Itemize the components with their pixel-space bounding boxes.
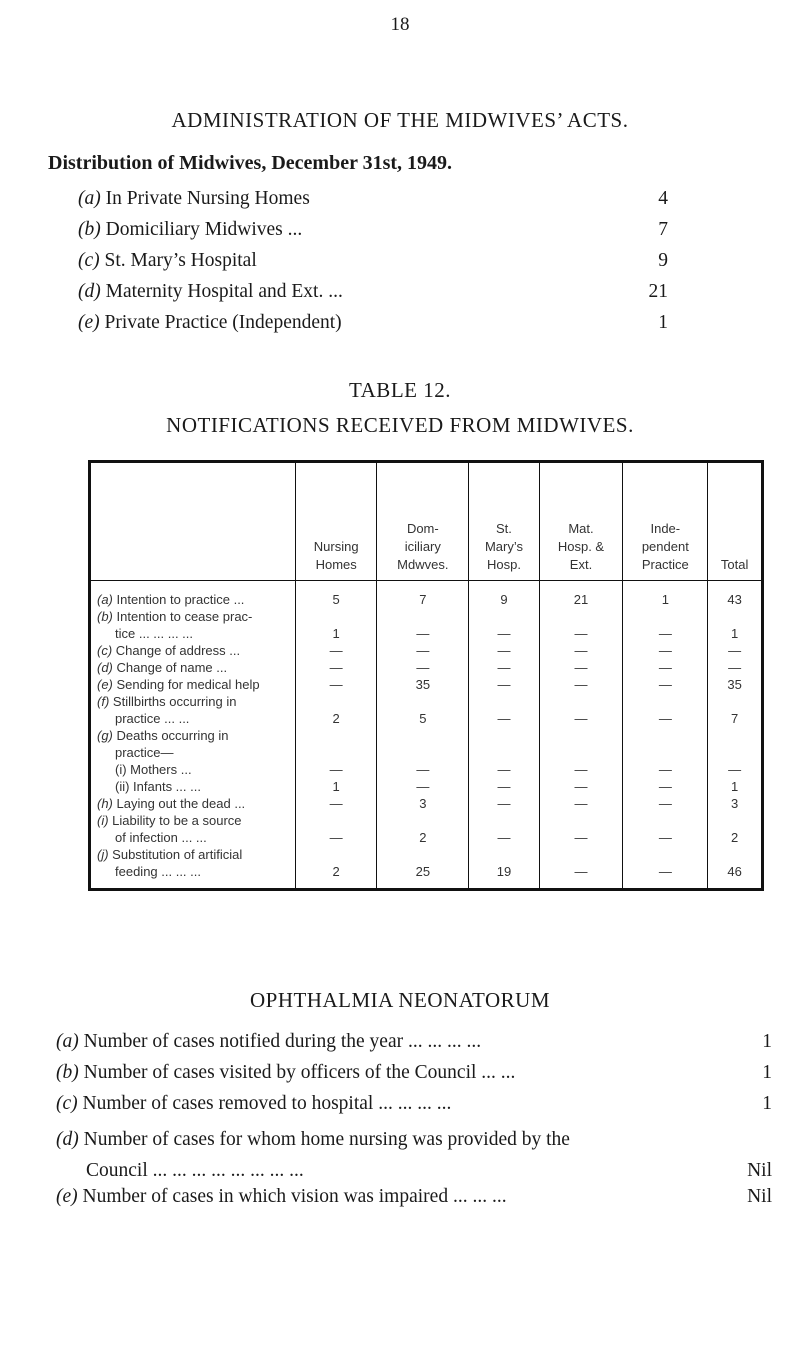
ophthalmia-item-value: 1: [762, 1031, 772, 1052]
ophthalmia-item-multiline: [56, 1124, 772, 1186]
item-marker: (b): [78, 219, 101, 240]
table-cell: —: [623, 761, 708, 778]
table-cell: —: [469, 608, 539, 642]
table-cell: —: [469, 761, 539, 778]
table-cell: —: [296, 761, 377, 778]
table-cell: 7: [708, 693, 763, 727]
table-cell: —: [539, 795, 623, 812]
table-cell: —: [623, 795, 708, 812]
item-marker: (d): [78, 281, 101, 302]
table-column-header: Inde- pendent Practice: [623, 462, 708, 581]
table-cell: 2: [708, 812, 763, 846]
table-row-label: (h) Laying out the dead ...: [97, 796, 246, 811]
table-cell: —: [296, 795, 377, 812]
table-row-label: (d) Change of name ...: [97, 660, 228, 675]
table-cell: 2: [377, 812, 469, 846]
item-marker: (e): [56, 1186, 78, 1207]
table-cell: —: [377, 659, 469, 676]
table-cell: —: [539, 608, 623, 642]
table-column-header: St. Mary’s Hosp.: [469, 462, 539, 581]
table-row: [90, 608, 763, 642]
item-marker: (g): [97, 728, 113, 743]
table-cell: 43: [708, 581, 763, 609]
distribution-item-value: 1: [658, 312, 668, 333]
ophthalmia-item: [56, 1186, 772, 1217]
distribution-item-label: (a) In Private Nursing Homes: [78, 188, 310, 209]
item-marker: (f): [97, 694, 110, 709]
table-title: NOTIFICATIONS RECEIVED FROM MIDWIVES.: [166, 413, 634, 437]
table-cell: —: [623, 608, 708, 642]
item-marker: (c): [97, 643, 113, 658]
notifications-table-wrap: [88, 460, 764, 879]
item-marker: (d): [56, 1129, 79, 1150]
table-cell: —: [296, 812, 377, 846]
table-cell: —: [539, 642, 623, 659]
table-cell: —: [623, 846, 708, 890]
table-row-label: (j) Substitution of artificial feeding ... ... ...: [97, 847, 243, 879]
distribution-item-label: (d) Maternity Hospital and Ext. ...: [78, 281, 343, 302]
ophthalmia-item-value: 1: [762, 1062, 772, 1083]
table-row-label: (a) Intention to practice ...: [97, 592, 245, 607]
table-row-label: (ii) Infants ... ...: [115, 779, 201, 794]
table-cell: 21: [539, 581, 623, 609]
table-cell: 5: [377, 693, 469, 727]
table-row: [90, 659, 763, 676]
table-cell: 46: [708, 846, 763, 890]
table-cell: —: [539, 812, 623, 846]
ophthalmia-item-line1: (d) Number of cases for whom home nursing was provided by the: [56, 1129, 570, 1150]
item-marker: (c): [56, 1093, 78, 1114]
table-row: [90, 693, 763, 727]
table-column-header: Nursing Homes: [296, 462, 377, 581]
table-cell: —: [623, 642, 708, 659]
table-row: [90, 778, 763, 795]
item-marker: (b): [97, 609, 113, 624]
table-cell: —: [539, 846, 623, 890]
ophthalmia-item: [56, 1093, 772, 1124]
table-row-label: (c) Change of address ...: [97, 643, 241, 658]
distribution-list: [78, 188, 668, 343]
distribution-item-value: 21: [648, 281, 668, 302]
page-number: 18: [390, 14, 410, 35]
table-cell: 1: [296, 778, 377, 795]
ophthalmia-item: [56, 1031, 772, 1062]
table-row-label: (i) Mothers ...: [115, 762, 192, 777]
table-row-label: (f) Stillbirths occurring in practice ... ...: [97, 694, 237, 726]
table-cell: —: [377, 642, 469, 659]
ophthalmia-list: [56, 1031, 772, 1217]
table-cell: 19: [469, 846, 539, 890]
table-cell: 9: [469, 581, 539, 609]
table-cell: 3: [708, 795, 763, 812]
notifications-table: [88, 460, 764, 891]
table-cell: —: [539, 778, 623, 795]
table-cell: —: [469, 642, 539, 659]
table-cell: —: [623, 659, 708, 676]
table-cell: 1: [708, 778, 763, 795]
table-row: [90, 812, 763, 846]
distribution-item: [78, 312, 668, 343]
ophthalmia-item-label: Council ... ... ... ... ... ... ... ...: [86, 1160, 304, 1181]
table-cell: 2: [296, 693, 377, 727]
table-cell: 2: [296, 846, 377, 890]
ophthalmia-heading: OPHTHALMIA NEONATORUM: [249, 988, 551, 1012]
table-header-row: [90, 462, 763, 581]
distribution-item-label: (b) Domiciliary Midwives ...: [78, 219, 303, 240]
ophthalmia-item-value: 1: [762, 1093, 772, 1114]
ophthalmia-item-line2: [56, 1155, 772, 1186]
ophthalmia-item-label: (a) Number of cases notified during the year ... ... ... ...: [56, 1031, 482, 1052]
item-marker: (j): [97, 847, 109, 862]
table-cell: [708, 727, 763, 761]
table-row: [90, 846, 763, 890]
table-cell: —: [296, 642, 377, 659]
table-cell: —: [296, 676, 377, 693]
item-marker: (e): [78, 312, 100, 333]
table-row: [90, 761, 763, 778]
item-marker: (a): [78, 188, 101, 209]
distribution-item-value: 9: [658, 250, 668, 271]
table-cell: —: [539, 693, 623, 727]
item-marker: (e): [97, 677, 113, 692]
table-cell: —: [539, 659, 623, 676]
table-cell: 35: [377, 676, 469, 693]
table-header-blank: [90, 462, 296, 581]
table-cell: 25: [377, 846, 469, 890]
table-number: TABLE 12.: [349, 378, 451, 402]
table-cell: [539, 727, 623, 761]
distribution-item: [78, 281, 668, 312]
table-cell: —: [469, 693, 539, 727]
table-column-header: Mat. Hosp. & Ext.: [539, 462, 623, 581]
distribution-item-value: 7: [658, 219, 668, 240]
distribution-heading: Distribution of Midwives, December 31st, 1949.: [48, 152, 453, 174]
table-column-header: Total: [708, 462, 763, 581]
table-cell: 3: [377, 795, 469, 812]
table-cell: —: [623, 778, 708, 795]
table-cell: —: [296, 659, 377, 676]
table-cell: —: [377, 608, 469, 642]
distribution-item-value: 4: [658, 188, 668, 209]
table-cell: —: [708, 761, 763, 778]
table-cell: 35: [708, 676, 763, 693]
table-cell: —: [539, 761, 623, 778]
table-cell: 1: [708, 608, 763, 642]
table-cell: —: [377, 778, 469, 795]
table-cell: [296, 727, 377, 761]
table-cell: —: [623, 676, 708, 693]
ophthalmia-item-value: Nil: [747, 1160, 772, 1181]
item-marker: (a): [56, 1031, 79, 1052]
table-cell: 1: [296, 608, 377, 642]
item-marker: (h): [97, 796, 113, 811]
distribution-item: [78, 188, 668, 219]
table-row: [90, 727, 763, 761]
table-row: [90, 676, 763, 693]
ophthalmia-item: [56, 1062, 772, 1093]
table-row-label: (e) Sending for medical help: [97, 677, 260, 692]
table-cell: 1: [623, 581, 708, 609]
ophthalmia-item-label: (b) Number of cases visited by officers of the Council ... ...: [56, 1062, 516, 1083]
distribution-item-label: (c) St. Mary’s Hospital: [78, 250, 257, 271]
table-row: [90, 642, 763, 659]
table-cell: [469, 727, 539, 761]
table-cell: —: [469, 778, 539, 795]
table-cell: —: [708, 659, 763, 676]
table-row: [90, 795, 763, 812]
table-cell: 7: [377, 581, 469, 609]
item-marker: (d): [97, 660, 113, 675]
table-cell: —: [623, 693, 708, 727]
table-cell: [377, 727, 469, 761]
table-cell: —: [708, 642, 763, 659]
table-cell: —: [377, 761, 469, 778]
table-row-label: (i) Liability to be a source of infection ... ...: [97, 813, 242, 845]
item-marker: (b): [56, 1062, 79, 1083]
table-column-header: Dom- iciliary Mdwves.: [377, 462, 469, 581]
ophthalmia-item-label: (e) Number of cases in which vision was impaired ... ... ...: [56, 1186, 507, 1207]
table-row-label: (b) Intention to cease prac- tice ... ... ... ...: [97, 609, 253, 641]
ophthalmia-item-value: Nil: [747, 1186, 772, 1207]
table-cell: —: [469, 812, 539, 846]
page-title: ADMINISTRATION OF THE MIDWIVES’ ACTS.: [171, 108, 629, 132]
table-body: [90, 581, 763, 890]
distribution-item: [78, 250, 668, 281]
table-cell: —: [623, 812, 708, 846]
table-cell: 5: [296, 581, 377, 609]
distribution-item: [78, 219, 668, 250]
item-marker: (i): [97, 813, 109, 828]
table-cell: —: [469, 659, 539, 676]
table-row: [90, 581, 763, 609]
table-cell: —: [469, 676, 539, 693]
table-cell: —: [539, 676, 623, 693]
table-row-label: (g) Deaths occurring in practice—: [97, 728, 229, 760]
table-cell: [623, 727, 708, 761]
distribution-item-label: (e) Private Practice (Independent): [78, 312, 342, 333]
table-cell: —: [469, 795, 539, 812]
ophthalmia-item-label: (c) Number of cases removed to hospital ... ... ... ...: [56, 1093, 452, 1114]
item-marker: (a): [97, 592, 113, 607]
item-marker: (c): [78, 250, 100, 271]
